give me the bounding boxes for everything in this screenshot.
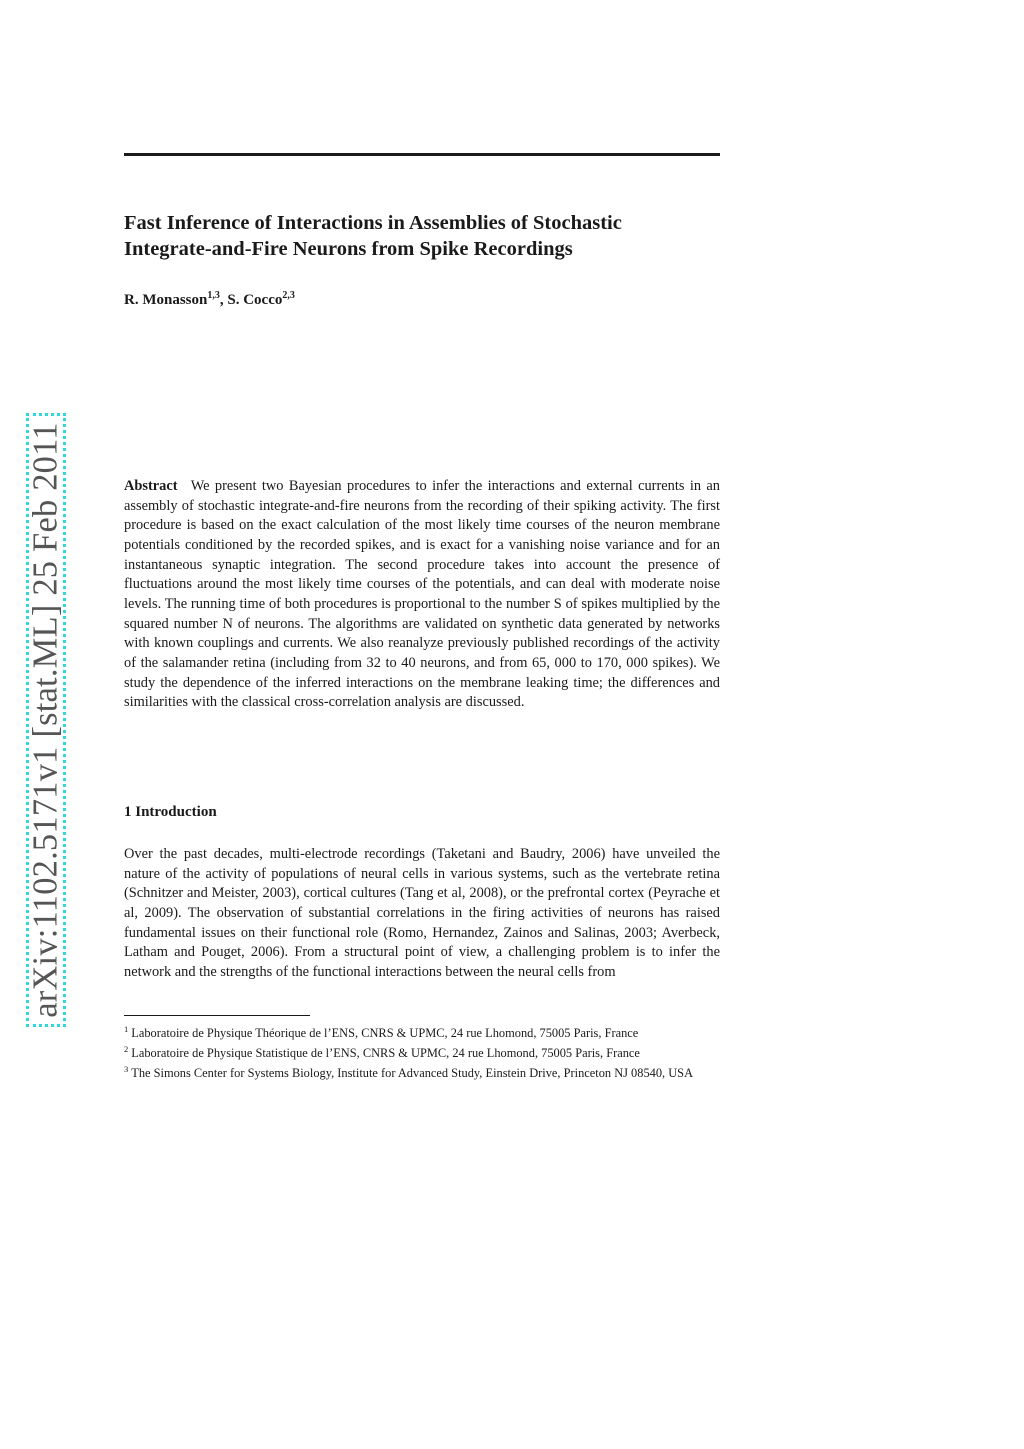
paper-title bbox=[124, 210, 724, 262]
footnotes bbox=[124, 1021, 720, 1081]
footnote bbox=[124, 1061, 720, 1081]
footnote-text: Laboratoire de Physique Statistique de l’ENS, CNRS & UPMC, 24 rue Lhomond, 75005 Paris, France bbox=[131, 1046, 640, 1061]
abstract-text: We present two Bayesian procedures to infer the interactions and external currents in an assembly of stochastic integrate-and-fire neurons from the recording of their spiking activity. The first procedure is based on the exact calculation of the most likely time courses of the neuron membrane potentials conditioned by the recorded spikes, and is exact for a vanishing noise variance and for an instantaneous synaptic integration. The second procedure takes into account the presence of fluctuations around the most likely time courses of the potentials, and can deal with moderate noise levels. The running time of both procedures is proportional to the number S of spikes multiplied by the squared number N of neurons. The algorithms are validated on synthetic data generated by networks with known couplings and currents. We also reanalyze previously published recordings of the activity of the salamander retina (including from 32 to 40 neurons, and from 65, 000 to 170, 000 spikes). We study the dependence of the inferred interactions on the membrane leaking time; the differences and similarities with the classical cross-correlation analysis are discussed. bbox=[124, 478, 720, 711]
abstract bbox=[124, 477, 720, 713]
footnote bbox=[124, 1041, 720, 1061]
footnote-text: Laboratoire de Physique Théorique de l’ENS, CNRS & UPMC, 24 rue Lhomond, 75005 Paris, France bbox=[131, 1026, 639, 1041]
footnote bbox=[124, 1021, 720, 1041]
section-heading-introduction: 1 Introduction bbox=[124, 804, 217, 820]
author-name: S. Cocco bbox=[227, 292, 283, 308]
abstract-label: Abstract bbox=[124, 478, 178, 494]
footnote-rule bbox=[124, 1015, 310, 1016]
title-top-rule bbox=[124, 153, 720, 156]
author-list bbox=[124, 290, 295, 309]
author-name: R. Monasson bbox=[124, 292, 208, 308]
footnote-mark: 3 bbox=[124, 1064, 129, 1075]
footnote-text: The Simons Center for Systems Biology, Institute for Advanced Study, Einstein Drive, Princeton NJ 08540, USA bbox=[131, 1066, 694, 1081]
title-line-2: Integrate-and-Fire Neurons from Spike Recordings bbox=[124, 238, 573, 260]
footnote-mark: 2 bbox=[124, 1044, 129, 1055]
author-affiliation: 2,3 bbox=[282, 290, 295, 301]
title-line-1: Fast Inference of Interactions in Assemblies of Stochastic bbox=[124, 212, 622, 234]
author-affiliation: 1,3 bbox=[207, 290, 220, 301]
arxiv-stamp: arXiv:1102.5171v1 [stat.ML] 25 Feb 2011 bbox=[26, 422, 65, 1018]
introduction-paragraph: Over the past decades, multi-electrode recordings (Taketani and Baudry, 2006) have unveiled the nature of the activity of populations of neural cells in various systems, such as the vertebrate retina (Schnitzer and Meister, 2003), cortical cultures (Tang et al, 2008), or the prefrontal cortex (Peyrache et al, 2009). The observation of substantial correlations in the firing activities of neurons has raised fundamental issues on their functional role (Romo, Hernandez, Zainos and Salinas, 2003; Averbeck, Latham and Pouget, 2006). From a structural point of view, a challenging problem is to infer the network and the strengths of the functional interactions between the neural cells from bbox=[124, 846, 720, 980]
footnote-mark: 1 bbox=[124, 1024, 129, 1034]
author-separator: , bbox=[219, 292, 228, 308]
